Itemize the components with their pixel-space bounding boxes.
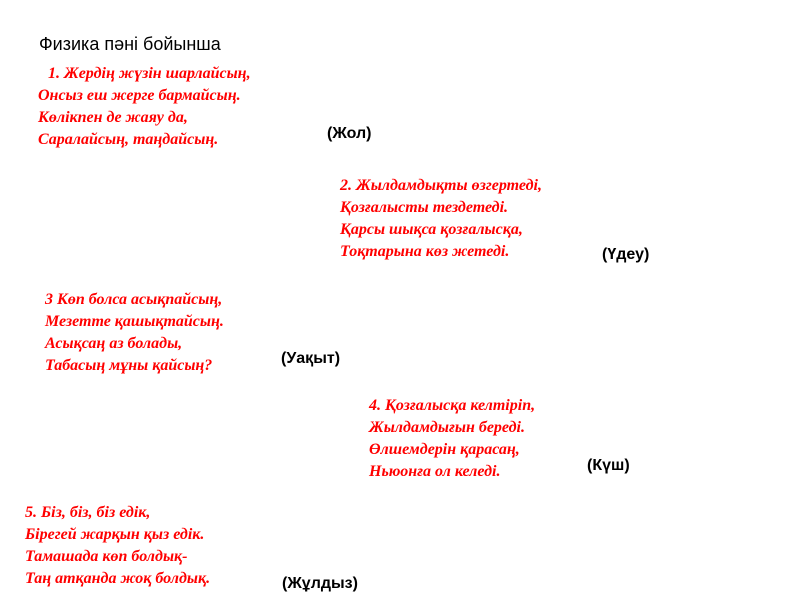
riddle-1-answer: (Жол) (327, 125, 372, 142)
riddle-line: Көлікпен де жаяу да, (38, 109, 188, 126)
riddle-line: Таң атқанда жоқ болдық. (25, 570, 211, 587)
riddle-2 (340, 175, 542, 263)
page-title: Физика пәні бойынша (39, 34, 221, 54)
riddle-line: Тамашада көп болдық- (25, 548, 188, 565)
riddle-line: Саралайсың, таңдайсың. (38, 131, 219, 148)
riddle-line: Асықсаң аз болады, (45, 335, 183, 352)
riddle-1 (38, 63, 251, 151)
riddle-4 (369, 395, 535, 483)
riddle-2-answer: (Үдеу) (602, 246, 650, 263)
riddle-line: 5. Біз, біз, біз едік, (25, 504, 151, 521)
riddle-line: Мезетте қашықтайсың. (45, 313, 224, 330)
riddle-line: 1. Жердің жүзін шарлайсың, (48, 65, 251, 82)
riddle-line: Ньюонға ол келеді. (369, 463, 501, 480)
riddle-line: Қозғалысты тездетеді. (340, 199, 509, 216)
riddle-line: Табасың мұны қайсың? (45, 357, 213, 374)
riddle-5-answer: (Жұлдыз) (282, 575, 358, 592)
riddle-line: 4. Қозғалысқа келтіріп, (369, 397, 536, 414)
riddle-line: 3 Көп болса асықпайсың, (45, 291, 223, 308)
riddle-line: Онсыз еш жерге бармайсың. (38, 87, 241, 104)
riddle-line: Тоқтарына көз жетеді. (340, 243, 510, 260)
riddle-line: Жылдамдығын береді. (369, 419, 525, 436)
riddle-line: 2. Жылдамдықты өзгертеді, (340, 177, 542, 194)
riddle-5 (25, 502, 210, 590)
riddle-line: Қарсы шықса қозғалысқа, (340, 221, 523, 238)
riddle-line: Өлшемдерін қарасаң, (369, 441, 520, 458)
riddle-line: Бірегей жарқын қыз едік. (25, 526, 205, 543)
riddle-3 (45, 289, 224, 377)
riddle-3-answer: (Уақыт) (281, 350, 341, 367)
riddle-4-answer: (Күш) (587, 457, 630, 474)
